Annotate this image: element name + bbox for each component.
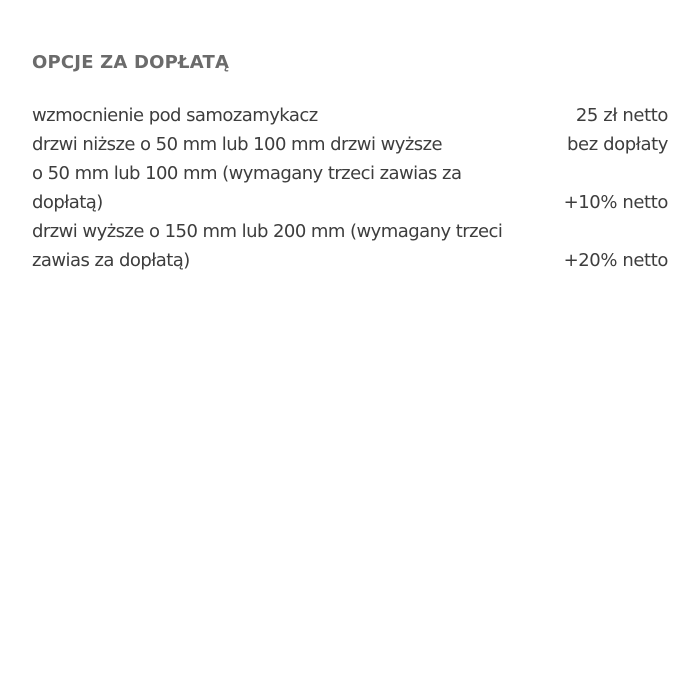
option-price: +10% netto [563, 192, 668, 213]
option-row-height-50-100-higher [32, 159, 668, 217]
option-price: +20% netto [563, 250, 668, 271]
option-row-height-150-200-higher [32, 217, 668, 275]
section-title: OPCJE ZA DOPŁATĄ [32, 52, 230, 73]
option-text: drzwi wyższe o 150 mm lub 200 mm (wymagany trzeci zawias za dopłatą) [32, 221, 503, 271]
surcharge-options-section [32, 48, 668, 275]
options-list [32, 101, 668, 275]
option-price: 25 zł netto [575, 105, 668, 126]
option-text: o 50 mm lub 100 mm (wymagany trzeci zawias za dopłatą) [32, 163, 462, 213]
option-text: wzmocnienie pod samozamykacz [32, 105, 318, 126]
option-text: drzwi niższe o 50 mm lub 100 mm drzwi wyższe [32, 134, 443, 155]
option-price: bez dopłaty [567, 134, 668, 155]
option-row-height-50-100-lower [32, 130, 668, 159]
option-row-closer-reinforcement [32, 101, 668, 130]
